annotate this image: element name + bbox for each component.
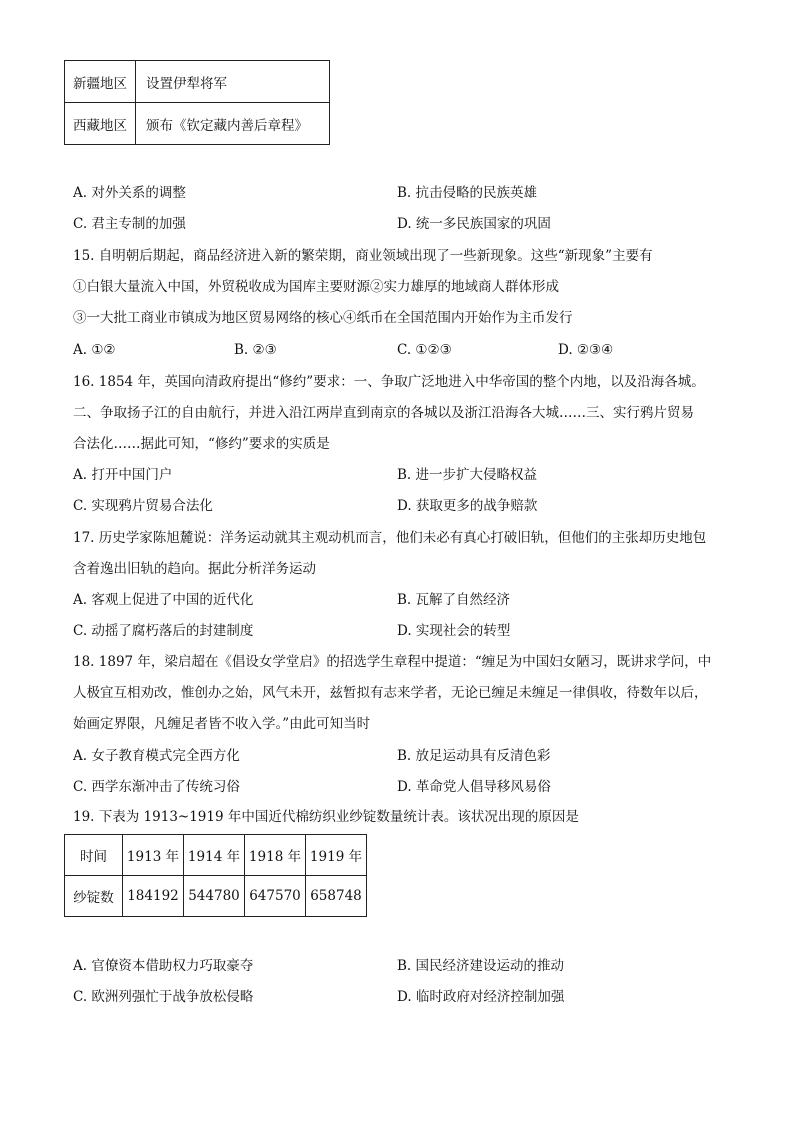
q15-statement-line: ①白银大量流入中国，外贸税收成为国库主要财源②实力雄厚的地域商人群体形成	[73, 279, 559, 295]
q16-option-a: A. 打开中国门户	[73, 467, 173, 483]
spindle-count-table	[64, 834, 367, 917]
q17-option-d: D. 实现社会的转型	[397, 623, 511, 639]
row-header-count: 纱锭数	[65, 876, 123, 917]
table-row	[65, 876, 367, 917]
count-cell: 658748	[306, 876, 367, 917]
q17-option-b: B. 瓦解了自然经济	[397, 592, 511, 608]
count-cell: 184192	[123, 876, 184, 917]
row-header-time: 时间	[65, 835, 123, 876]
q18-option-c: C. 西学东渐冲击了传统习俗	[73, 779, 240, 795]
q17-stem-line: 含着逸出旧轨的趋向。据此分析洋务运动	[73, 561, 316, 577]
region-measure-table	[64, 60, 330, 145]
measure-cell: 颁布《钦定藏内善后章程》	[136, 103, 330, 145]
q17-option-c: C. 动摇了腐朽落后的封建制度	[73, 623, 254, 639]
q14-option-c: C. 君主专制的加强	[73, 216, 186, 232]
q16-option-d: D. 获取更多的战争赔款	[397, 498, 538, 514]
q18-option-b: B. 放足运动具有反清色彩	[397, 748, 551, 764]
q14-option-b: B. 抗击侵略的民族英雄	[397, 185, 538, 201]
q16-stem-line: 合法化……据此可知，“修约”要求的实质是	[73, 436, 330, 452]
q18-option-d: D. 革命党人倡导移风易俗	[397, 779, 551, 795]
q15-statement-line: ③一大批工商业市镇成为地区贸易网络的核心④纸币在全国范围内开始作为主币发行	[73, 310, 573, 326]
q18-stem: 18. 1897 年，梁启超在《倡设女学堂启》的招选学生章程中提道：“缠足为中国妇女陋习，既讲求学问，中	[73, 654, 712, 670]
q18-stem-line: 人极宜互相劝改，惟创办之始，风气未开，兹暂拟有志来学者，无论已缠足未缠足一律俱收，待数年以后，	[73, 685, 708, 701]
count-cell: 544780	[184, 876, 245, 917]
table-row	[65, 835, 367, 876]
q15-stem: 15. 自明朝后期起，商品经济进入新的繁荣期，商业领域出现了一些新现象。这些“新现象”主要有	[73, 248, 653, 264]
q16-option-c: C. 实现鸦片贸易合法化	[73, 498, 213, 514]
q15-option-d: D. ②③④	[558, 342, 614, 358]
q15-option-a: A. ①②	[73, 342, 116, 358]
q14-option-a: A. 对外关系的调整	[73, 185, 186, 201]
q14-option-d: D. 统一多民族国家的巩固	[397, 216, 551, 232]
table-row	[65, 61, 330, 103]
q19-option-c: C. 欧洲列强忙于战争放松侵略	[73, 989, 254, 1005]
q18-option-a: A. 女子教育模式完全西方化	[73, 748, 240, 764]
q19-option-b: B. 国民经济建设运动的推动	[397, 958, 565, 974]
region-cell: 西藏地区	[65, 103, 136, 145]
q19-option-d: D. 临时政府对经济控制加强	[397, 989, 565, 1005]
q16-stem: 16. 1854 年，英国向清政府提出“修约”要求：一、争取广泛地进入中华帝国的整个内地，以及沿海各城。	[73, 374, 705, 390]
table-row	[65, 103, 330, 145]
q15-option-c: C. ①②③	[397, 342, 452, 358]
year-cell: 1913 年	[123, 835, 184, 876]
year-cell: 1918 年	[245, 835, 306, 876]
q17-option-a: A. 客观上促进了中国的近代化	[73, 592, 254, 608]
count-cell: 647570	[245, 876, 306, 917]
q19-stem: 19. 下表为 1913~1919 年中国近代棉纺织业纱锭数量统计表。该状况出现的原因是	[73, 809, 579, 825]
q15-option-b: B. ②③	[234, 342, 277, 358]
year-cell: 1914 年	[184, 835, 245, 876]
q19-option-a: A. 官僚资本借助权力巧取豪夺	[73, 958, 254, 974]
measure-cell: 设置伊犁将军	[136, 61, 330, 103]
q17-stem: 17. 历史学家陈旭麓说：洋务运动就其主观动机而言，他们未必有真心打破旧轨，但他们的主张却历史地包	[73, 530, 707, 546]
year-cell: 1919 年	[306, 835, 367, 876]
region-cell: 新疆地区	[65, 61, 136, 103]
q16-option-b: B. 进一步扩大侵略权益	[397, 467, 538, 483]
q16-stem-line: 二、争取扬子江的自由航行，并进入沿江两岸直到南京的各城以及浙江沿海各大城……三、实行鸦片贸易	[73, 405, 694, 421]
q18-stem-line: 始画定界限，凡缠足者皆不收入学。”由此可知当时	[73, 716, 371, 732]
